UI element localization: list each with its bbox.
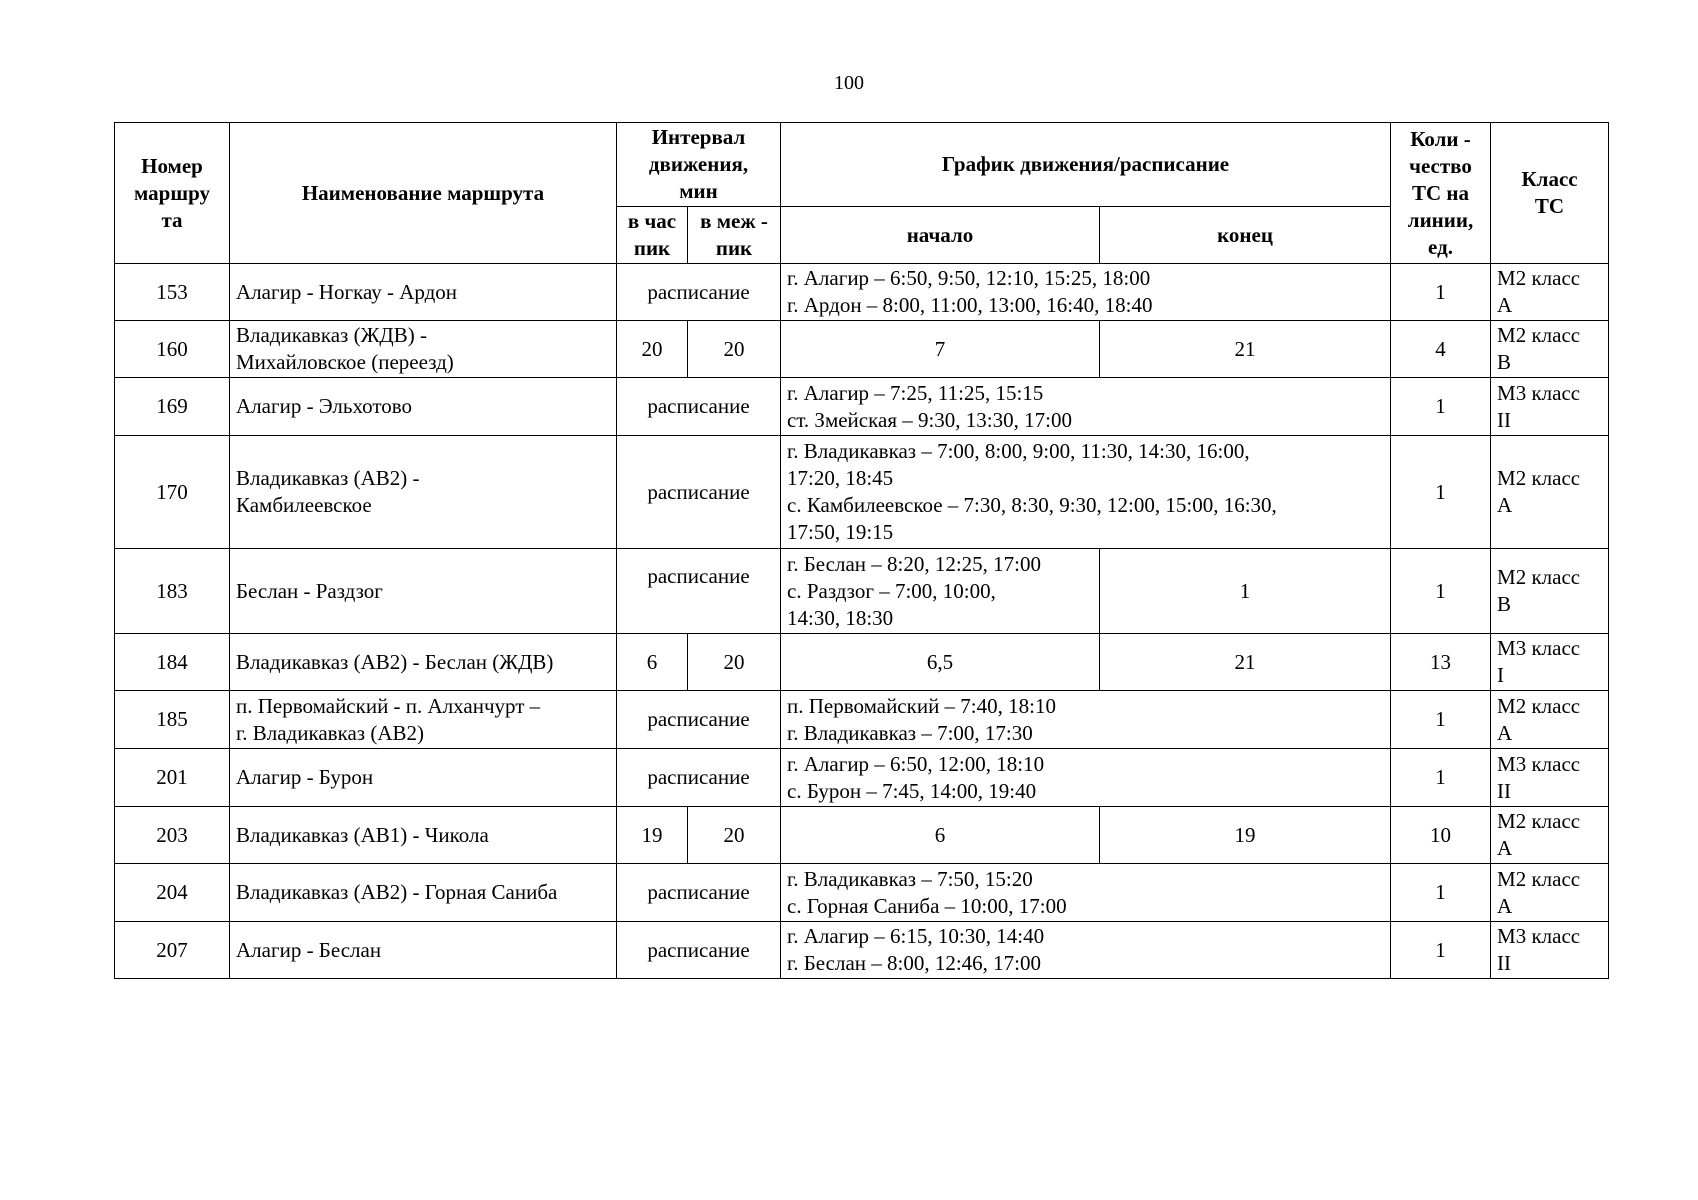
route-number-cell: 183 [115,549,230,634]
vehicle-class-cell: М2 класс А [1491,691,1609,749]
interval-cell: расписание [617,264,781,321]
routes-table [114,122,1609,979]
vehicle-count-cell: 1 [1391,436,1491,549]
schedule-cell: г. Алагир – 7:25, 11:25, 15:15 ст. Змейская – 9:30, 13:30, 17:00 [781,378,1391,436]
schedule-end-cell: 21 [1100,321,1391,378]
table-row [115,436,1609,549]
route-number-cell: 184 [115,634,230,691]
vehicle-class-cell: М2 класс А [1491,436,1609,549]
header-interval-offpeak: в меж - пик [688,207,781,264]
table-row [115,807,1609,864]
vehicle-count-cell: 1 [1391,264,1491,321]
table-row [115,922,1609,979]
header-vehicle-count: Коли - чество ТС на линии, ед. [1391,123,1491,264]
route-name-cell: Алагир - Эльхотово [230,378,617,436]
vehicle-count-cell: 1 [1391,749,1491,807]
vehicle-class-cell: М3 класс II [1491,378,1609,436]
table-row [115,549,1609,634]
route-number-cell: 160 [115,321,230,378]
interval-offpeak-cell: 20 [688,321,781,378]
route-number-cell: 207 [115,922,230,979]
route-name-cell: Владикавказ (АВ1) - Чикола [230,807,617,864]
interval-cell: расписание [617,436,781,549]
vehicle-class-cell: М3 класс II [1491,922,1609,979]
vehicle-count-cell: 13 [1391,634,1491,691]
schedule-cell: г. Владикавказ – 7:00, 8:00, 9:00, 11:30, 14:30, 16:00, 17:20, 18:45 с. Камбилеевское – 7:30, 8:30, 9:30, 12:00, 15:00, 16:30, 17:50, 19:15 [781,436,1391,549]
route-number-cell: 201 [115,749,230,807]
header-schedule-end: конец [1100,207,1391,264]
vehicle-class-cell: М2 класс А [1491,264,1609,321]
schedule-start-cell: г. Беслан – 8:20, 12:25, 17:00 с. Раздзог – 7:00, 10:00, 14:30, 18:30 [781,549,1100,634]
header-schedule-start: начало [781,207,1100,264]
vehicle-count-cell: 4 [1391,321,1491,378]
route-name-cell: Алагир - Ногкау - Ардон [230,264,617,321]
route-name-cell: Владикавказ (АВ2) - Камбилеевское [230,436,617,549]
route-name-cell: Владикавказ (АВ2) - Беслан (ЖДВ) [230,634,617,691]
route-name-cell: Алагир - Бурон [230,749,617,807]
interval-peak-cell: 20 [617,321,688,378]
route-number-cell: 169 [115,378,230,436]
vehicle-class-cell: М2 класс А [1491,807,1609,864]
schedule-end-cell: 19 [1100,807,1391,864]
vehicle-count-cell: 1 [1391,922,1491,979]
route-name-cell: п. Первомайский - п. Алханчурт – г. Владикавказ (АВ2) [230,691,617,749]
schedule-start-cell: 7 [781,321,1100,378]
interval-offpeak-cell: 20 [688,634,781,691]
interval-cell: расписание [617,864,781,922]
route-number-cell: 204 [115,864,230,922]
interval-cell: расписание [617,378,781,436]
vehicle-class-cell: М2 класс В [1491,549,1609,634]
table-row [115,264,1609,321]
schedule-end-cell: 1 [1100,549,1391,634]
table-row [115,864,1609,922]
table-header [115,123,1609,264]
schedule-end-cell: 21 [1100,634,1391,691]
table-body [115,264,1609,979]
vehicle-class-cell: М2 класс В [1491,321,1609,378]
table-row [115,749,1609,807]
header-interval: Интервал движения, мин [617,123,781,207]
header-schedule: График движения/расписание [781,123,1391,207]
vehicle-class-cell: М3 класс I [1491,634,1609,691]
vehicle-class-cell: М3 класс II [1491,749,1609,807]
vehicle-count-cell: 10 [1391,807,1491,864]
schedule-cell: г. Владикавказ – 7:50, 15:20 с. Горная Саниба – 10:00, 17:00 [781,864,1391,922]
interval-cell: расписание [617,749,781,807]
header-vehicle-class: Класс ТС [1491,123,1609,264]
page-number: 100 [834,72,864,94]
schedule-cell: г. Алагир – 6:15, 10:30, 14:40 г. Беслан – 8:00, 12:46, 17:00 [781,922,1391,979]
route-name-cell: Владикавказ (АВ2) - Горная Саниба [230,864,617,922]
route-name-cell: Беслан - Раздзог [230,549,617,634]
vehicle-count-cell: 1 [1391,691,1491,749]
vehicle-class-cell: М2 класс А [1491,864,1609,922]
table-row [115,321,1609,378]
vehicle-count-cell: 1 [1391,378,1491,436]
route-name-cell: Владикавказ (ЖДВ) - Михайловское (переезд) [230,321,617,378]
route-number-cell: 170 [115,436,230,549]
interval-peak-cell: 19 [617,807,688,864]
route-number-cell: 203 [115,807,230,864]
header-route-name: Наименование маршрута [230,123,617,264]
table-row [115,691,1609,749]
header-interval-peak: в час пик [617,207,688,264]
route-number-cell: 185 [115,691,230,749]
interval-cell: расписание [617,549,781,634]
schedule-cell: п. Первомайский – 7:40, 18:10 г. Владикавказ – 7:00, 17:30 [781,691,1391,749]
schedule-start-cell: 6 [781,807,1100,864]
vehicle-count-cell: 1 [1391,864,1491,922]
interval-offpeak-cell: 20 [688,807,781,864]
header-route-number: Номер маршру та [115,123,230,264]
interval-cell: расписание [617,691,781,749]
vehicle-count-cell: 1 [1391,549,1491,634]
route-number-cell: 153 [115,264,230,321]
schedule-start-cell: 6,5 [781,634,1100,691]
route-name-cell: Алагир - Беслан [230,922,617,979]
table-row [115,378,1609,436]
table-row [115,634,1609,691]
interval-cell: расписание [617,922,781,979]
interval-peak-cell: 6 [617,634,688,691]
schedule-cell: г. Алагир – 6:50, 9:50, 12:10, 15:25, 18:00 г. Ардон – 8:00, 11:00, 13:00, 16:40, 18:40 [781,264,1391,321]
schedule-cell: г. Алагир – 6:50, 12:00, 18:10 с. Бурон – 7:45, 14:00, 19:40 [781,749,1391,807]
